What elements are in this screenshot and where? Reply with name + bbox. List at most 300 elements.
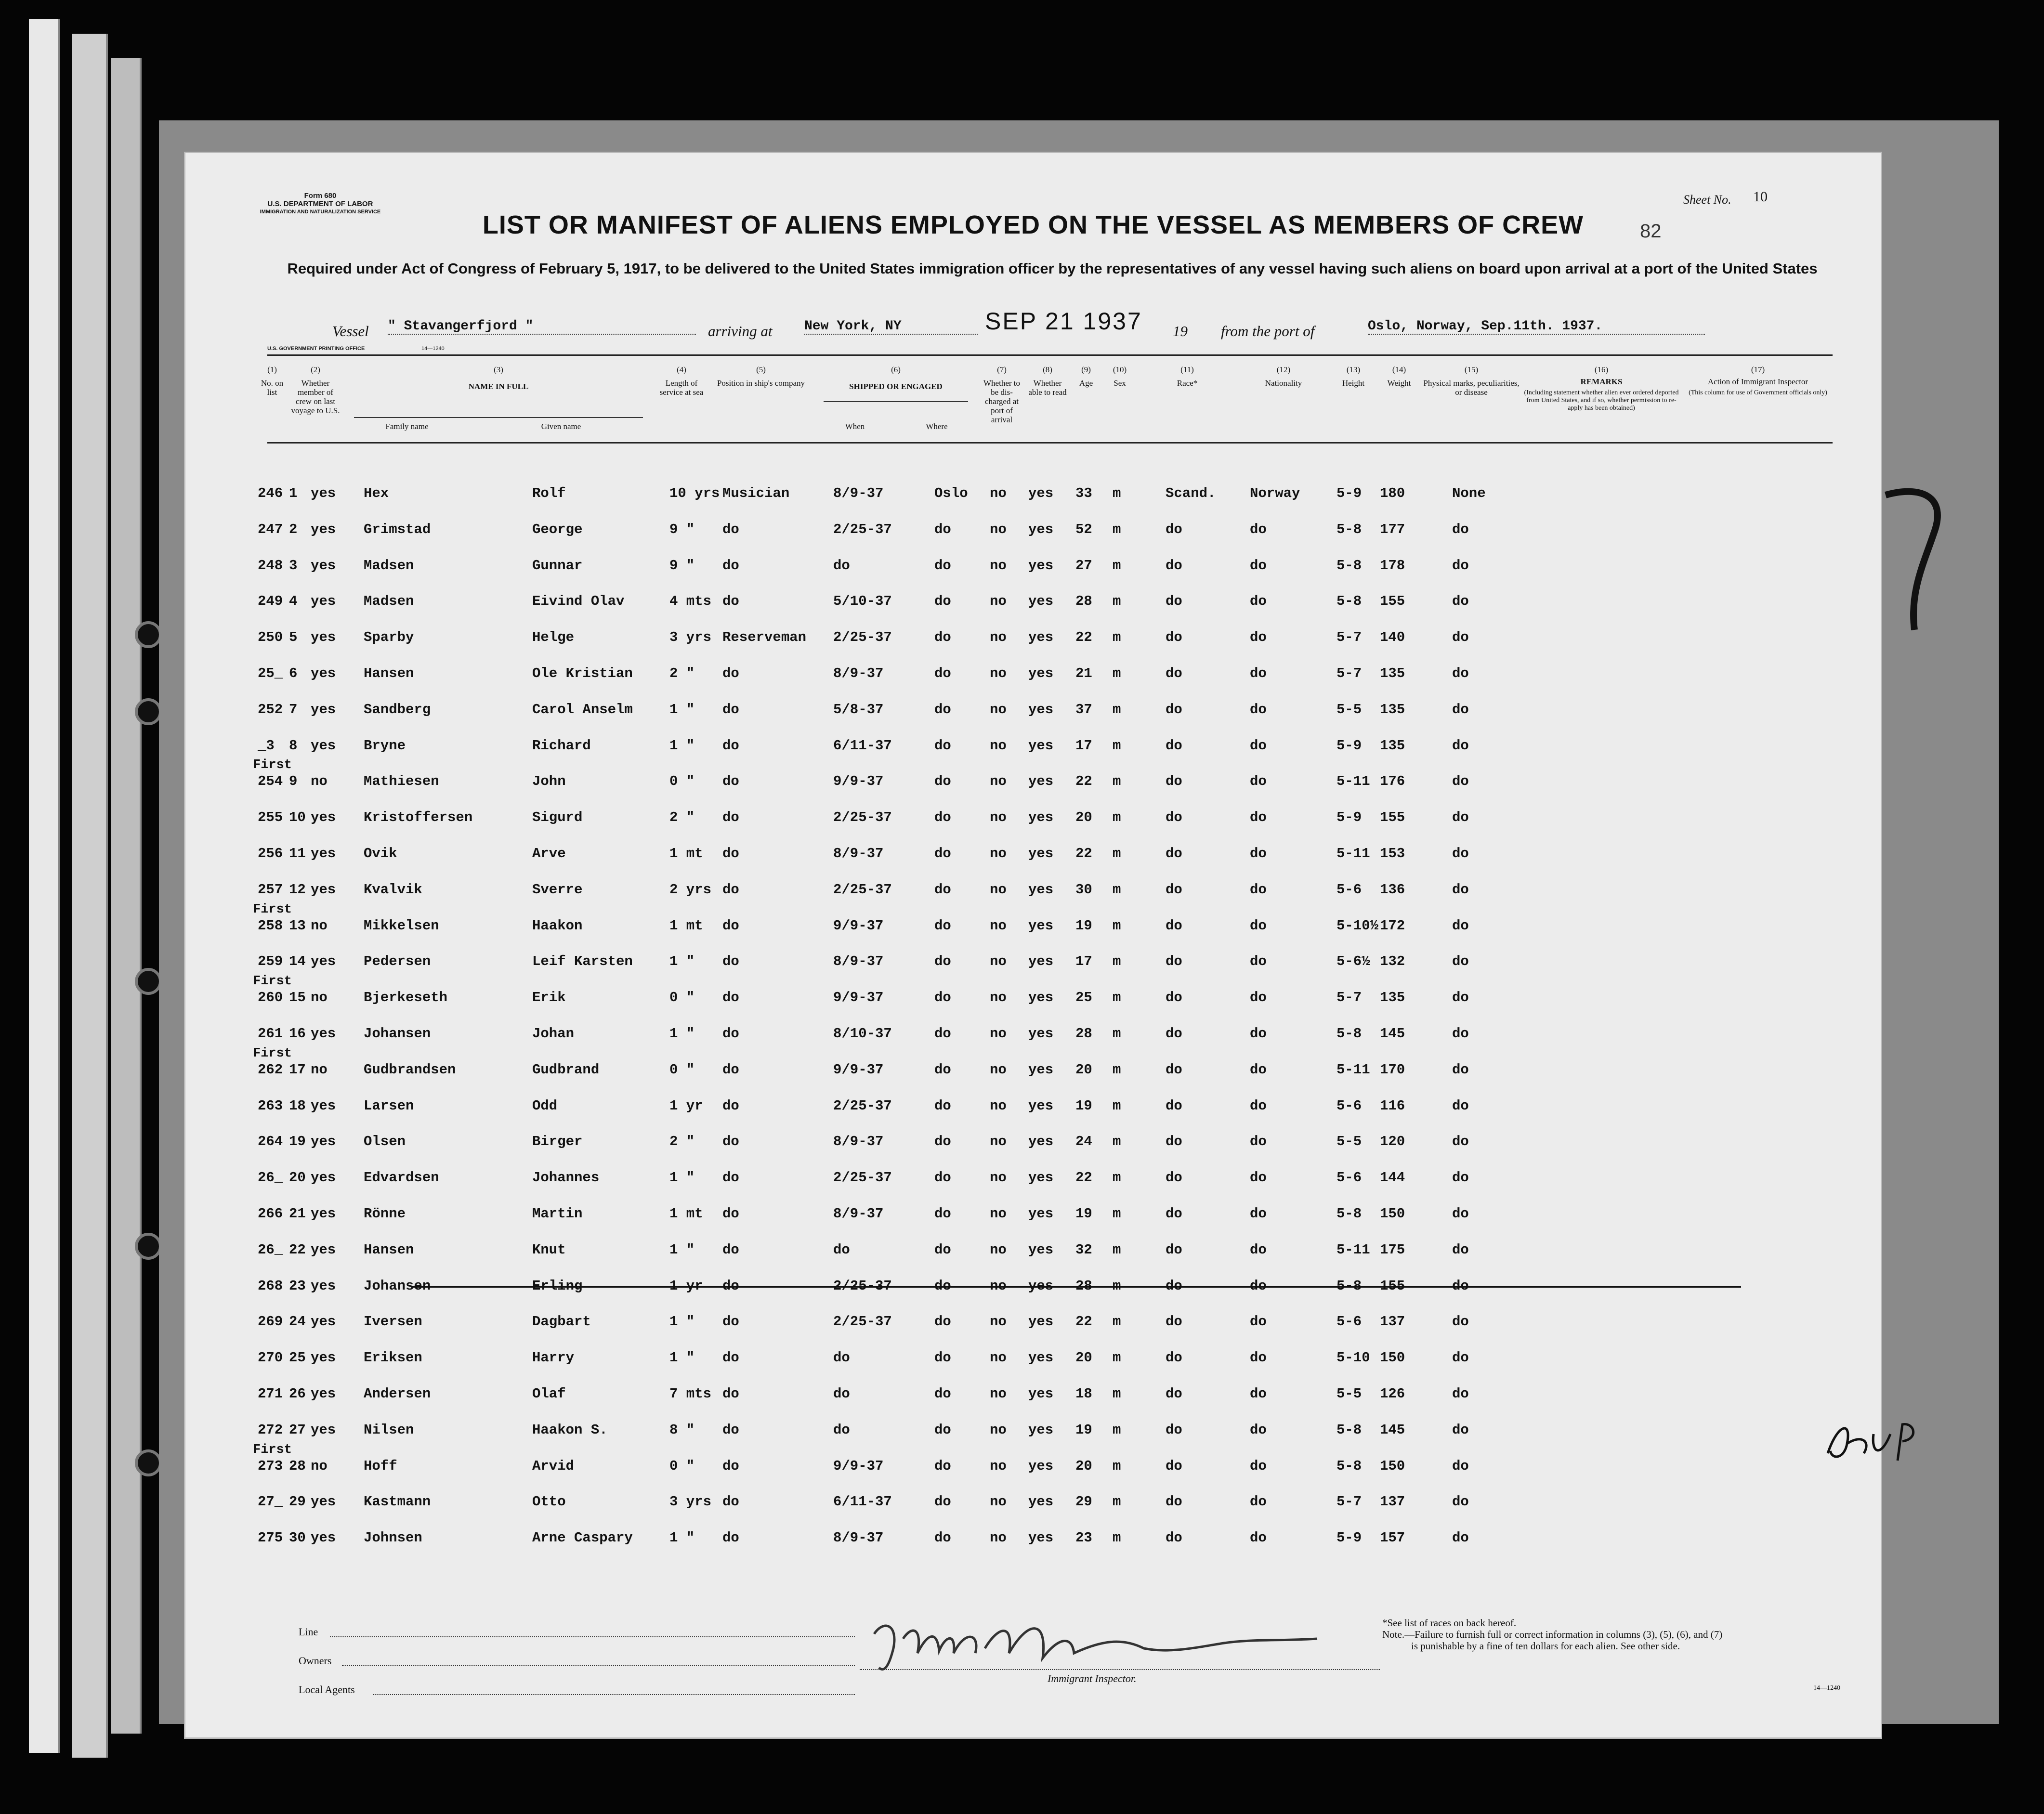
last-voyage: yes bbox=[311, 1170, 336, 1186]
col-position-number: (5) bbox=[756, 365, 766, 374]
weight: 137 bbox=[1380, 1494, 1405, 1510]
height: 5-8 bbox=[1336, 521, 1362, 537]
shipped-when: 6/11-37 bbox=[833, 737, 892, 754]
owners-label: Owners bbox=[299, 1655, 332, 1667]
table-row bbox=[185, 974, 1881, 1018]
age: 19 bbox=[1075, 917, 1092, 934]
able-to-read: yes bbox=[1028, 1386, 1054, 1402]
table-row bbox=[185, 1242, 1881, 1271]
binding-strip bbox=[29, 19, 60, 1753]
position: do bbox=[722, 1097, 739, 1114]
ref-number: 247 bbox=[258, 521, 283, 537]
height: 5-11 bbox=[1336, 846, 1370, 861]
discharged: no bbox=[990, 557, 1007, 574]
given-name: Haakon S. bbox=[532, 1422, 608, 1438]
col-name-in-full-label: NAME IN FULL bbox=[468, 382, 529, 391]
nationality: do bbox=[1250, 629, 1267, 646]
last-voyage: yes bbox=[311, 1206, 336, 1222]
position: do bbox=[722, 1026, 739, 1042]
form-code: 14—1240 bbox=[1813, 1684, 1840, 1692]
race: do bbox=[1166, 1422, 1182, 1438]
race: do bbox=[1166, 1278, 1182, 1294]
height: 5-8 bbox=[1336, 1458, 1362, 1474]
table-row bbox=[185, 1530, 1881, 1559]
shipped-when: 8/9-37 bbox=[833, 846, 884, 861]
shipped-when: 8/9-37 bbox=[833, 485, 884, 501]
ref-number: 270 bbox=[258, 1350, 283, 1366]
shipped-when: 2/25-37 bbox=[833, 809, 892, 826]
height: 5-8 bbox=[1336, 1026, 1362, 1042]
col-age-number: (9) bbox=[1081, 365, 1091, 374]
ref-number: 26_ bbox=[258, 1170, 283, 1186]
shipped-where: do bbox=[934, 1314, 951, 1330]
last-voyage: yes bbox=[311, 1026, 336, 1042]
discharged: no bbox=[990, 990, 1007, 1006]
family-name: Larsen bbox=[364, 1097, 414, 1114]
discharged: no bbox=[990, 953, 1007, 970]
row-number: 22 bbox=[289, 1241, 306, 1258]
shipped-when: 5/8-37 bbox=[833, 701, 884, 718]
table-row bbox=[185, 846, 1881, 874]
family-name: Mathiesen bbox=[364, 773, 439, 790]
able-to-read: yes bbox=[1028, 1241, 1054, 1258]
col-age-label: Age bbox=[1079, 378, 1093, 388]
shipped-when: 2/25-37 bbox=[833, 881, 892, 898]
length-of-service: 0 " bbox=[669, 773, 695, 790]
age: 28 bbox=[1075, 1026, 1092, 1042]
row-number: 2 bbox=[289, 521, 298, 537]
last-voyage: yes bbox=[311, 1530, 336, 1546]
last-voyage: yes bbox=[311, 1278, 336, 1294]
age: 19 bbox=[1075, 1206, 1092, 1222]
local-agents-label: Local Agents bbox=[299, 1683, 355, 1696]
able-to-read: yes bbox=[1028, 1278, 1054, 1294]
shipped-where: do bbox=[934, 1134, 951, 1150]
punch-hole bbox=[135, 621, 162, 648]
family-name: Sandberg bbox=[364, 701, 431, 718]
position: Reserveman bbox=[722, 629, 807, 646]
race: do bbox=[1166, 881, 1182, 898]
position: do bbox=[722, 1530, 739, 1546]
weight: 180 bbox=[1380, 485, 1405, 501]
family-name: Johnsen bbox=[364, 1530, 422, 1546]
last-voyage: no bbox=[311, 917, 328, 934]
able-to-read: yes bbox=[1028, 1206, 1054, 1222]
length-of-service: 1 " bbox=[669, 737, 695, 754]
weight: 155 bbox=[1380, 593, 1405, 610]
first-voyage-note: First bbox=[253, 974, 292, 989]
shipped-where: do bbox=[934, 1458, 951, 1474]
shipped-when: 2/25-37 bbox=[833, 1097, 892, 1114]
position: do bbox=[722, 1386, 739, 1402]
height: 5-9 bbox=[1336, 737, 1362, 754]
shipped-where: do bbox=[934, 557, 951, 574]
table-row bbox=[185, 666, 1881, 694]
weight: 116 bbox=[1380, 1097, 1405, 1114]
race: do bbox=[1166, 1241, 1182, 1258]
nationality: do bbox=[1250, 1170, 1267, 1186]
position: do bbox=[722, 1134, 739, 1150]
ref-number: 263 bbox=[258, 1097, 283, 1114]
table-row bbox=[185, 1314, 1881, 1343]
col-weight-label: Weight bbox=[1387, 378, 1411, 388]
race: do bbox=[1166, 557, 1182, 574]
position: do bbox=[722, 1278, 739, 1294]
weight: 172 bbox=[1380, 917, 1405, 934]
col-height-number: (13) bbox=[1346, 365, 1361, 374]
shipped-where: do bbox=[934, 1206, 951, 1222]
table-row bbox=[185, 1046, 1881, 1091]
physical-marks: do bbox=[1452, 521, 1469, 537]
able-to-read: yes bbox=[1028, 666, 1054, 681]
physical-marks: do bbox=[1452, 666, 1469, 681]
table-row bbox=[185, 629, 1881, 658]
row-number: 21 bbox=[289, 1206, 306, 1222]
col-length-of-service-label: Length of service at sea bbox=[659, 378, 704, 397]
discharged: no bbox=[990, 593, 1007, 610]
height: 5-6 bbox=[1336, 1314, 1362, 1330]
race: do bbox=[1166, 917, 1182, 934]
race: do bbox=[1166, 953, 1182, 970]
length-of-service: 1 " bbox=[669, 1170, 695, 1186]
family-name: Eriksen bbox=[364, 1350, 422, 1366]
height: 5-11 bbox=[1336, 1061, 1370, 1078]
shipped-where: do bbox=[934, 666, 951, 681]
nationality: do bbox=[1250, 773, 1267, 790]
strike-through-line bbox=[412, 1286, 1741, 1288]
sex: m bbox=[1113, 1314, 1121, 1330]
col-sex-label: Sex bbox=[1114, 378, 1126, 388]
first-voyage-note: First bbox=[253, 1442, 292, 1457]
discharged: no bbox=[990, 1134, 1007, 1150]
col-physical-marks-label: Physical marks, peculiarities, or disease bbox=[1423, 378, 1520, 397]
last-voyage: yes bbox=[311, 953, 336, 970]
table-row bbox=[185, 738, 1881, 767]
length-of-service: 10 yrs bbox=[669, 485, 720, 501]
physical-marks: do bbox=[1452, 1422, 1469, 1438]
discharged: no bbox=[990, 809, 1007, 826]
sex: m bbox=[1113, 1494, 1121, 1510]
ref-number: 273 bbox=[258, 1458, 283, 1474]
weight: 135 bbox=[1380, 666, 1405, 681]
last-voyage: yes bbox=[311, 809, 336, 826]
sex: m bbox=[1113, 666, 1121, 681]
row-number: 26 bbox=[289, 1386, 306, 1402]
ref-number: 256 bbox=[258, 846, 283, 861]
able-to-read: yes bbox=[1028, 1422, 1054, 1438]
discharged: no bbox=[990, 1314, 1007, 1330]
position: do bbox=[722, 666, 739, 681]
ref-number: 275 bbox=[258, 1530, 283, 1546]
table-row bbox=[185, 702, 1881, 731]
position: do bbox=[722, 846, 739, 861]
able-to-read: yes bbox=[1028, 1530, 1054, 1546]
vessel-name: " Stavangerfjord " bbox=[388, 319, 696, 335]
row-number: 7 bbox=[289, 701, 298, 718]
discharged: no bbox=[990, 1494, 1007, 1510]
owners-dotted-line bbox=[342, 1665, 855, 1666]
table-row bbox=[185, 1442, 1881, 1487]
discharged: no bbox=[990, 773, 1007, 790]
race: Scand. bbox=[1166, 485, 1216, 501]
ref-number: 258 bbox=[258, 917, 283, 934]
race: do bbox=[1166, 629, 1182, 646]
arriving-port: New York, NY bbox=[804, 319, 978, 335]
punch-hole bbox=[135, 1233, 162, 1260]
discharged: no bbox=[990, 629, 1007, 646]
sex: m bbox=[1113, 521, 1121, 537]
physical-marks: do bbox=[1452, 629, 1469, 646]
last-voyage: yes bbox=[311, 593, 336, 610]
weight: 150 bbox=[1380, 1350, 1405, 1366]
nationality: do bbox=[1250, 1386, 1267, 1402]
nationality: do bbox=[1250, 1422, 1267, 1438]
height: 5-8 bbox=[1336, 1278, 1362, 1294]
given-name: Otto bbox=[532, 1494, 566, 1510]
col-remarks-note: (Including statement whether alien ever ordered deported from United States, and if so, whether permission to re-apply has been obtained) bbox=[1524, 389, 1679, 412]
discharged: no bbox=[990, 1061, 1007, 1078]
weight: 170 bbox=[1380, 1061, 1405, 1078]
ref-number: 268 bbox=[258, 1278, 283, 1294]
race: do bbox=[1166, 737, 1182, 754]
col-race-number: (11) bbox=[1180, 365, 1194, 374]
given-name: Arne Caspary bbox=[532, 1530, 633, 1546]
physical-marks: do bbox=[1452, 1134, 1469, 1150]
marginal-initials-mark bbox=[1818, 1415, 1924, 1473]
row-number: 8 bbox=[289, 737, 298, 754]
col-name-in-full-sub-rule bbox=[354, 417, 643, 418]
shipped-when: do bbox=[833, 1350, 850, 1366]
col-weight-number: (14) bbox=[1392, 365, 1406, 374]
age: 20 bbox=[1075, 1458, 1092, 1474]
row-number: 29 bbox=[289, 1494, 306, 1510]
race: do bbox=[1166, 666, 1182, 681]
nationality: do bbox=[1250, 1134, 1267, 1150]
shipped-when: 2/25-37 bbox=[833, 1278, 892, 1294]
col-able-to-read-label: Whether able to read bbox=[1028, 378, 1067, 397]
shipped-where: do bbox=[934, 701, 951, 718]
discharged: no bbox=[990, 1422, 1007, 1438]
col-name-in-full-sub-1: Given name bbox=[541, 422, 581, 431]
weight: 144 bbox=[1380, 1170, 1405, 1186]
race: do bbox=[1166, 1134, 1182, 1150]
position: do bbox=[722, 521, 739, 537]
height: 5-6 bbox=[1336, 881, 1362, 898]
col-name-in-full-sub-0: Family name bbox=[385, 422, 429, 431]
shipped-when: 9/9-37 bbox=[833, 1458, 884, 1474]
age: 19 bbox=[1075, 1097, 1092, 1114]
last-voyage: no bbox=[311, 990, 328, 1006]
shipped-when: 8/10-37 bbox=[833, 1026, 892, 1042]
discharged: no bbox=[990, 1170, 1007, 1186]
weight: 176 bbox=[1380, 773, 1405, 790]
position: Musician bbox=[722, 485, 790, 501]
shipped-where: do bbox=[934, 1241, 951, 1258]
family-name: Kristoffersen bbox=[364, 809, 473, 826]
family-name: Kastmann bbox=[364, 1494, 431, 1510]
printing-office: U.S. GOVERNMENT PRINTING OFFICE bbox=[267, 346, 365, 352]
sex: m bbox=[1113, 737, 1121, 754]
weight: 157 bbox=[1380, 1530, 1405, 1546]
nationality: do bbox=[1250, 1350, 1267, 1366]
header-rule-top bbox=[267, 354, 1833, 356]
sex: m bbox=[1113, 1061, 1121, 1078]
length-of-service: 1 " bbox=[669, 953, 695, 970]
first-voyage-note: First bbox=[253, 1046, 292, 1061]
family-name: Madsen bbox=[364, 593, 414, 610]
position: do bbox=[722, 881, 739, 898]
age: 21 bbox=[1075, 666, 1092, 681]
given-name: Martin bbox=[532, 1206, 583, 1222]
physical-marks: do bbox=[1452, 701, 1469, 718]
sex: m bbox=[1113, 485, 1121, 501]
shipped-where: do bbox=[934, 1530, 951, 1546]
physical-marks: do bbox=[1452, 881, 1469, 898]
nationality: do bbox=[1250, 1458, 1267, 1474]
physical-marks: do bbox=[1452, 1458, 1469, 1474]
position: do bbox=[722, 593, 739, 610]
page-title: LIST OR MANIFEST OF ALIENS EMPLOYED ON THE VESSEL AS MEMBERS OF CREW bbox=[482, 210, 1584, 239]
col-race-label: Race* bbox=[1177, 378, 1198, 388]
ref-number: 272 bbox=[258, 1422, 283, 1438]
ref-number: 254 bbox=[258, 773, 283, 790]
age: 22 bbox=[1075, 773, 1092, 790]
weight: 178 bbox=[1380, 557, 1405, 574]
nationality: do bbox=[1250, 1061, 1267, 1078]
length-of-service: 1 " bbox=[669, 1241, 695, 1258]
shipped-where: do bbox=[934, 1061, 951, 1078]
age: 28 bbox=[1075, 1278, 1092, 1294]
col-sex-number: (10) bbox=[1113, 365, 1127, 374]
table-row bbox=[185, 1170, 1881, 1199]
weight: 132 bbox=[1380, 953, 1405, 970]
discharged: no bbox=[990, 846, 1007, 861]
bracket-mark bbox=[1881, 485, 1958, 639]
race: do bbox=[1166, 1026, 1182, 1042]
length-of-service: 2 yrs bbox=[669, 881, 712, 898]
shipped-when: 8/9-37 bbox=[833, 666, 884, 681]
shipped-where: do bbox=[934, 1386, 951, 1402]
table-row bbox=[185, 1422, 1881, 1451]
last-voyage: yes bbox=[311, 1422, 336, 1438]
shipped-where: Oslo bbox=[934, 485, 968, 501]
able-to-read: yes bbox=[1028, 1458, 1054, 1474]
nationality: do bbox=[1250, 953, 1267, 970]
family-name: Iversen bbox=[364, 1314, 422, 1330]
weight: 150 bbox=[1380, 1458, 1405, 1474]
shipped-where: do bbox=[934, 629, 951, 646]
height: 5-9 bbox=[1336, 485, 1362, 501]
shipped-when: 8/9-37 bbox=[833, 1134, 884, 1150]
height: 5-5 bbox=[1336, 1386, 1362, 1402]
shipped-when: 6/11-37 bbox=[833, 1494, 892, 1510]
ref-number: 250 bbox=[258, 629, 283, 646]
nationality: do bbox=[1250, 990, 1267, 1006]
age: 22 bbox=[1075, 1170, 1092, 1186]
weight: 145 bbox=[1380, 1026, 1405, 1042]
family-name: Ovik bbox=[364, 846, 397, 861]
nationality: Norway bbox=[1250, 485, 1300, 501]
punch-hole bbox=[135, 1449, 162, 1476]
height: 5-8 bbox=[1336, 593, 1362, 610]
row-number: 28 bbox=[289, 1458, 306, 1474]
sex: m bbox=[1113, 1350, 1121, 1366]
shipped-when: 5/10-37 bbox=[833, 593, 892, 610]
inspector-dotted-line bbox=[860, 1669, 1380, 1670]
physical-marks: do bbox=[1452, 1206, 1469, 1222]
weight: 135 bbox=[1380, 737, 1405, 754]
shipped-when: 2/25-37 bbox=[833, 1314, 892, 1330]
given-name: Carol Anselm bbox=[532, 701, 633, 718]
discharged: no bbox=[990, 1530, 1007, 1546]
nationality: do bbox=[1250, 846, 1267, 861]
table-row bbox=[185, 882, 1881, 911]
given-name: Rolf bbox=[532, 485, 566, 501]
race: do bbox=[1166, 1494, 1182, 1510]
sex: m bbox=[1113, 773, 1121, 790]
nationality: do bbox=[1250, 1494, 1267, 1510]
physical-marks: do bbox=[1452, 1241, 1469, 1258]
col-shipped-engaged-sub-rule bbox=[824, 401, 968, 402]
sex: m bbox=[1113, 1134, 1121, 1150]
length-of-service: 1 yr bbox=[669, 1097, 703, 1114]
sex: m bbox=[1113, 557, 1121, 574]
nationality: do bbox=[1250, 593, 1267, 610]
weight: 175 bbox=[1380, 1241, 1405, 1258]
length-of-service: 2 " bbox=[669, 666, 695, 681]
ref-number: 26_ bbox=[258, 1241, 283, 1258]
shipped-when: do bbox=[833, 1422, 850, 1438]
shipped-when: do bbox=[833, 557, 850, 574]
family-name: Johansen bbox=[364, 1026, 431, 1042]
sex: m bbox=[1113, 1422, 1121, 1438]
height: 5-7 bbox=[1336, 629, 1362, 646]
given-name: John bbox=[532, 773, 566, 790]
row-number: 4 bbox=[289, 593, 298, 610]
first-voyage-note: First bbox=[253, 758, 292, 773]
discharged: no bbox=[990, 1386, 1007, 1402]
discharged: no bbox=[990, 485, 1007, 501]
shipped-when: 9/9-37 bbox=[833, 917, 884, 934]
race: do bbox=[1166, 521, 1182, 537]
shipped-when: 9/9-37 bbox=[833, 773, 884, 790]
able-to-read: yes bbox=[1028, 953, 1054, 970]
row-number: 15 bbox=[289, 990, 306, 1006]
length-of-service: 3 yrs bbox=[669, 1494, 712, 1510]
row-number: 30 bbox=[289, 1530, 306, 1546]
sex: m bbox=[1113, 1170, 1121, 1186]
age: 29 bbox=[1075, 1494, 1092, 1510]
shipped-where: do bbox=[934, 917, 951, 934]
position: do bbox=[722, 737, 739, 754]
sheet-number: 10 bbox=[1753, 189, 1768, 205]
sex: m bbox=[1113, 1026, 1121, 1042]
race: do bbox=[1166, 773, 1182, 790]
last-voyage: yes bbox=[311, 1134, 336, 1150]
physical-marks: do bbox=[1452, 773, 1469, 790]
given-name: Sigurd bbox=[532, 809, 583, 826]
age: 37 bbox=[1075, 701, 1092, 718]
shipped-when: 2/25-37 bbox=[833, 1170, 892, 1186]
row-number: 5 bbox=[289, 629, 298, 646]
shipped-where: do bbox=[934, 809, 951, 826]
arriving-label: arriving at bbox=[708, 323, 773, 339]
length-of-service: 0 " bbox=[669, 990, 695, 1006]
given-name: Haakon bbox=[532, 917, 583, 934]
last-voyage: yes bbox=[311, 1494, 336, 1510]
col-inspector-action-number: (17) bbox=[1751, 365, 1765, 374]
department: U.S. DEPARTMENT OF LABOR bbox=[267, 200, 373, 208]
